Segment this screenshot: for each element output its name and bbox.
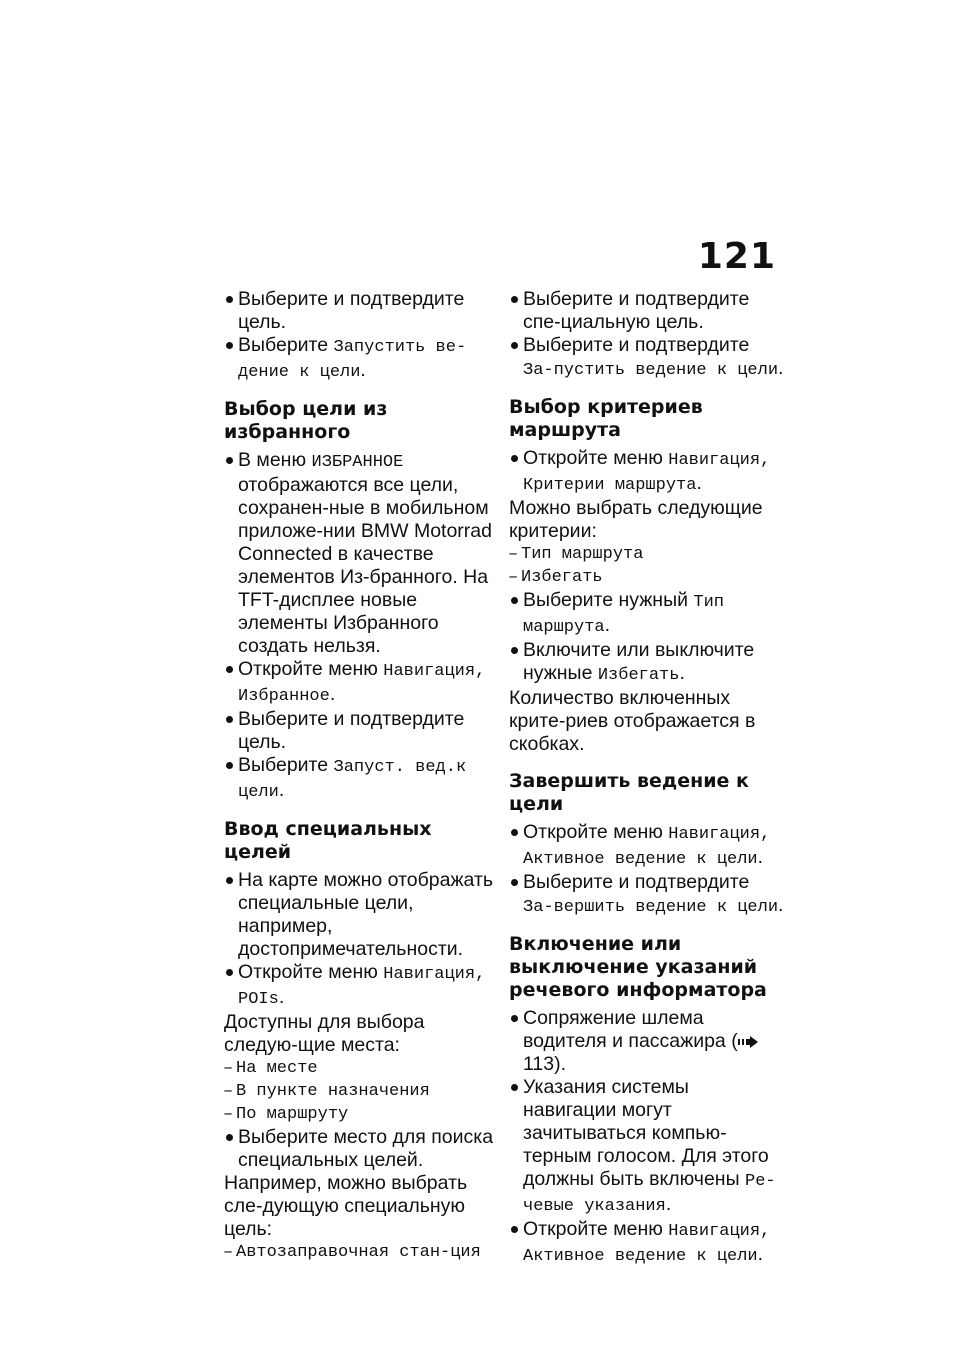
text: Выберите bbox=[238, 754, 334, 776]
menu-command: Ре-чевые указания bbox=[523, 1172, 776, 1216]
text: . bbox=[329, 683, 336, 705]
menu-command: Запуст. вед.к цели bbox=[238, 758, 467, 802]
option-item: – По маршруту bbox=[224, 1103, 496, 1126]
text: . bbox=[278, 986, 285, 1008]
right-column bbox=[509, 288, 785, 1268]
text: Указания системы навигации могут зачитываться компью-терным голосом. Для этого должны быть включены bbox=[523, 1076, 769, 1190]
text: . bbox=[604, 614, 611, 636]
list-item bbox=[509, 334, 785, 382]
list-item bbox=[509, 1218, 785, 1268]
list-item bbox=[224, 754, 496, 804]
section-heading: Выбор критериев маршрута bbox=[509, 396, 703, 441]
text: Откройте меню bbox=[523, 447, 669, 469]
text: Откройте меню bbox=[523, 821, 669, 843]
text: . bbox=[778, 357, 784, 379]
menu-command: Навигация, Избранное bbox=[238, 662, 486, 706]
section-heading: Включение или выключение указаний речевого информатора bbox=[509, 933, 767, 1001]
list-item bbox=[509, 589, 785, 639]
paragraph: Можно выбрать следующие критерии: bbox=[509, 497, 763, 542]
option-item: – Автозаправочная стан-ция bbox=[224, 1241, 496, 1264]
text: . bbox=[696, 472, 702, 494]
menu-command: За-вершить ведение к цели bbox=[523, 898, 779, 917]
text: Откройте меню bbox=[238, 658, 384, 680]
text: Сопряжение шлема водителя и пассажира ( bbox=[523, 1007, 738, 1052]
list-item bbox=[224, 449, 496, 658]
text: Выберите нужный bbox=[523, 589, 694, 611]
menu-command: Навигация, Критерии маршрута bbox=[523, 451, 771, 495]
page-reference-arrow-icon bbox=[738, 1031, 760, 1043]
option-item: – На месте bbox=[224, 1057, 496, 1080]
option-item: – Тип маршрута bbox=[509, 543, 785, 566]
section-heading: Выбор цели из избранного bbox=[224, 398, 388, 443]
menu-command: Тип маршрута bbox=[523, 593, 725, 637]
text: 113). bbox=[523, 1053, 566, 1075]
text: Выберите и подтвердите спе-циальную цель. bbox=[523, 288, 750, 333]
text: отображаются все цели, сохранен-ные в мобильном приложе-нии BMW Motorrad Connected в качестве элементов Из-бранного. На TFT-дисплее новые элементы Избранного создать нельзя. bbox=[238, 474, 492, 657]
menu-command: ИЗБРАННОЕ bbox=[311, 453, 404, 472]
option-item: – Избегать bbox=[509, 566, 785, 589]
menu-command: Избегать bbox=[597, 666, 680, 685]
text: Выберите место для поиска специальных целей. bbox=[238, 1126, 494, 1171]
text: Откройте меню bbox=[238, 961, 384, 983]
list-item bbox=[224, 658, 496, 708]
menu-command: Навигация, Активное ведение к цели bbox=[523, 825, 771, 869]
list-item bbox=[224, 334, 496, 384]
list-item bbox=[509, 871, 785, 919]
text: Выберите и подтвердите bbox=[523, 334, 750, 356]
list-item bbox=[509, 639, 785, 687]
page-number: 121 bbox=[697, 236, 776, 277]
text: На карте можно отображать специальные цели, например, достопримечательности. bbox=[238, 869, 494, 960]
section-heading: Ввод специальных целей bbox=[224, 818, 432, 863]
text: . bbox=[278, 779, 285, 801]
text: Выберите и подтвердите цель. bbox=[238, 708, 465, 753]
menu-command: Навигация, POIs bbox=[238, 965, 486, 1009]
text: Выберите и подтвердите цель. bbox=[238, 288, 465, 333]
text: В меню bbox=[238, 449, 312, 471]
menu-command: Навигация, Активное ведение к цели bbox=[523, 1222, 771, 1266]
paragraph: Доступны для выбора следую-щие места: bbox=[224, 1011, 425, 1056]
text: . bbox=[665, 1193, 672, 1215]
paragraph: Количество включенных крите-риев отображается в скобках. bbox=[509, 687, 756, 755]
paragraph: Например, можно выбрать сле-дующую специальную цель: bbox=[224, 1172, 468, 1240]
text: Включите или выключите нужные bbox=[523, 639, 755, 684]
text: Выберите bbox=[238, 334, 334, 356]
list-item bbox=[509, 1076, 785, 1218]
list-item bbox=[509, 821, 785, 871]
list-item bbox=[224, 288, 496, 334]
list-item bbox=[224, 961, 496, 1011]
list-item bbox=[509, 447, 785, 497]
menu-command: Запустить ве-дение к цели bbox=[238, 338, 467, 382]
text: Выберите и подтвердите bbox=[523, 871, 750, 893]
list-item bbox=[509, 1007, 785, 1076]
text: . bbox=[778, 894, 784, 916]
menu-command: За-пустить ведение к цели bbox=[523, 361, 779, 380]
list-item bbox=[224, 1126, 496, 1172]
text: . bbox=[757, 1243, 764, 1265]
text: Откройте меню bbox=[523, 1218, 669, 1240]
left-column bbox=[224, 288, 496, 1264]
list-item bbox=[224, 708, 496, 754]
list-item bbox=[509, 288, 785, 334]
section-heading: Завершить ведение к цели bbox=[509, 770, 749, 815]
list-item bbox=[224, 869, 496, 961]
text: . bbox=[679, 662, 685, 684]
text: . bbox=[757, 846, 764, 868]
text: . bbox=[360, 359, 366, 381]
option-item: – В пункте назначения bbox=[224, 1080, 496, 1103]
